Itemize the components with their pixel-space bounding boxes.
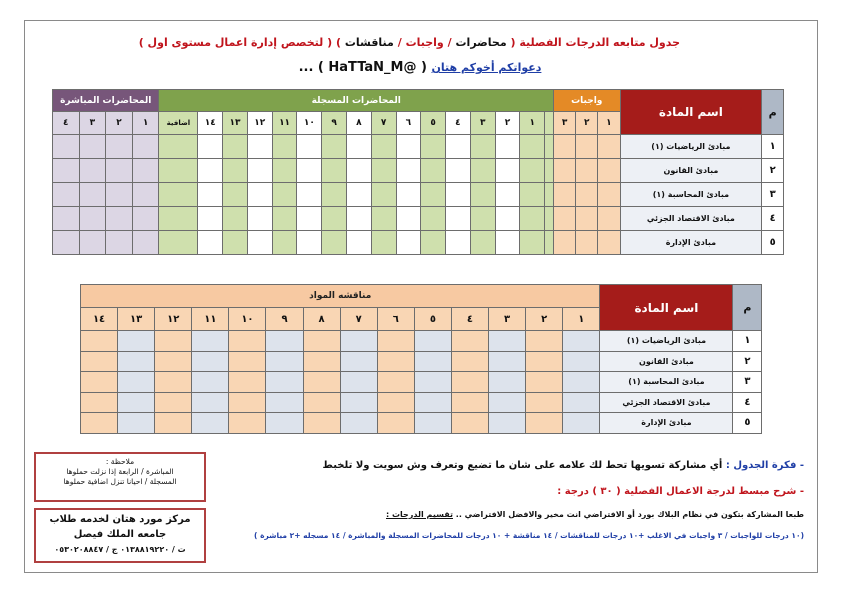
check-cell[interactable] xyxy=(489,413,526,434)
check-cell[interactable] xyxy=(223,231,248,255)
check-cell[interactable] xyxy=(421,183,446,207)
check-cell[interactable] xyxy=(396,231,421,255)
recorded-col-8: ٨ xyxy=(346,112,371,135)
center-university: جامعه الملك فيصل xyxy=(73,529,167,540)
check-cell[interactable] xyxy=(451,372,488,393)
check-cell[interactable] xyxy=(106,207,133,231)
check-cell[interactable] xyxy=(451,413,488,434)
check-cell[interactable] xyxy=(520,231,545,255)
check-cell[interactable] xyxy=(396,207,421,231)
check-cell[interactable] xyxy=(346,135,371,159)
check-cell[interactable] xyxy=(396,183,421,207)
recorded-col-9: ٩ xyxy=(322,112,347,135)
row-number: ٤ xyxy=(733,392,762,413)
notes-heading: ملاحظة : xyxy=(105,457,135,466)
check-cell[interactable] xyxy=(520,207,545,231)
check-cell[interactable] xyxy=(495,135,520,159)
recorded-col-13: ١٣ xyxy=(223,112,248,135)
check-cell[interactable] xyxy=(229,413,266,434)
recorded-col-11: ١١ xyxy=(272,112,297,135)
check-cell[interactable] xyxy=(576,183,598,207)
check-cell[interactable] xyxy=(106,135,133,159)
check-cell[interactable] xyxy=(495,231,520,255)
page-subtitle xyxy=(290,60,550,75)
check-cell[interactable] xyxy=(247,231,272,255)
check-cell[interactable] xyxy=(81,331,118,352)
subject-name: مبادئ القانون xyxy=(620,159,762,183)
check-cell[interactable] xyxy=(576,207,598,231)
check-cell[interactable] xyxy=(520,159,545,183)
check-cell[interactable] xyxy=(340,392,377,413)
idea-label: - فكرة الجدول : xyxy=(725,460,804,471)
check-cell[interactable] xyxy=(118,351,155,372)
discussion-col-1: ١ xyxy=(563,308,600,331)
check-cell[interactable] xyxy=(198,207,223,231)
check-cell[interactable] xyxy=(132,231,159,255)
row-number: ٥ xyxy=(762,231,784,255)
check-cell[interactable] xyxy=(303,413,340,434)
check-cell[interactable] xyxy=(81,372,118,393)
table-row xyxy=(53,183,784,207)
check-cell[interactable] xyxy=(414,351,451,372)
recorded-col-12: ١٢ xyxy=(247,112,272,135)
check-cell[interactable] xyxy=(598,183,620,207)
check-cell[interactable] xyxy=(297,231,322,255)
check-cell[interactable] xyxy=(247,207,272,231)
check-cell[interactable] xyxy=(545,135,554,159)
check-cell[interactable] xyxy=(414,331,451,352)
check-cell[interactable] xyxy=(132,135,159,159)
author-link[interactable]: دعواتكم أخوكم هتان xyxy=(431,61,542,74)
check-cell[interactable] xyxy=(346,207,371,231)
subject-header-2: اسم المادة xyxy=(600,285,733,331)
check-cell[interactable] xyxy=(223,159,248,183)
check-cell[interactable] xyxy=(159,135,198,159)
check-cell[interactable] xyxy=(247,135,272,159)
discussion-col-8: ٨ xyxy=(303,308,340,331)
check-cell[interactable] xyxy=(470,207,495,231)
live-lectures-header: المحاضرات المباشرة xyxy=(53,90,159,112)
check-cell[interactable] xyxy=(340,413,377,434)
check-cell[interactable] xyxy=(118,413,155,434)
check-cell[interactable] xyxy=(155,392,192,413)
check-cell[interactable] xyxy=(297,183,322,207)
discussions-header: مناقشه المواد xyxy=(81,285,600,308)
check-cell[interactable] xyxy=(159,231,198,255)
check-cell[interactable] xyxy=(371,159,396,183)
subject-name: مبادئ الإدارة xyxy=(600,413,733,434)
subject-name: مبادئ القانون xyxy=(600,351,733,372)
recorded-col-6: ٦ xyxy=(396,112,421,135)
recorded-col-1: ١ xyxy=(520,112,545,135)
title-prefix: جدول متابعه الدرجات الفصلية xyxy=(519,36,680,49)
check-cell[interactable] xyxy=(223,183,248,207)
check-cell[interactable] xyxy=(155,331,192,352)
check-cell[interactable] xyxy=(446,135,471,159)
check-cell[interactable] xyxy=(576,135,598,159)
check-cell[interactable] xyxy=(553,135,575,159)
subject-name: مبادئ الإدارة xyxy=(620,231,762,255)
recorded-lectures-header: المحاضرات المسجلة xyxy=(159,90,554,112)
discussion-col-13: ١٣ xyxy=(118,308,155,331)
check-cell[interactable] xyxy=(303,392,340,413)
check-cell[interactable] xyxy=(297,207,322,231)
discussions-table xyxy=(80,284,762,434)
check-cell[interactable] xyxy=(414,392,451,413)
check-cell[interactable] xyxy=(159,207,198,231)
check-cell[interactable] xyxy=(495,159,520,183)
check-cell[interactable] xyxy=(198,135,223,159)
check-cell[interactable] xyxy=(377,331,414,352)
check-cell[interactable] xyxy=(198,159,223,183)
check-cell[interactable] xyxy=(266,413,303,434)
check-cell[interactable] xyxy=(247,183,272,207)
live-col-2: ٢ xyxy=(106,112,133,135)
check-cell[interactable] xyxy=(272,135,297,159)
title-discussions: مناقشات xyxy=(344,36,394,49)
check-cell[interactable] xyxy=(79,159,106,183)
check-cell[interactable] xyxy=(446,183,471,207)
check-cell[interactable] xyxy=(446,159,471,183)
table-row xyxy=(81,372,762,393)
check-cell[interactable] xyxy=(598,135,620,159)
check-cell[interactable] xyxy=(266,372,303,393)
recorded-col-extra: اضافية xyxy=(159,112,198,135)
check-cell[interactable] xyxy=(79,231,106,255)
check-cell[interactable] xyxy=(340,372,377,393)
check-cell[interactable] xyxy=(563,392,600,413)
check-cell[interactable] xyxy=(526,392,563,413)
check-cell[interactable] xyxy=(155,372,192,393)
check-cell[interactable] xyxy=(553,183,575,207)
explain-line xyxy=(224,510,804,519)
check-cell[interactable] xyxy=(520,183,545,207)
homework-col-2: ٢ xyxy=(576,112,598,135)
check-cell[interactable] xyxy=(340,331,377,352)
check-cell[interactable] xyxy=(377,413,414,434)
homework-col-1: ١ xyxy=(598,112,620,135)
check-cell[interactable] xyxy=(451,331,488,352)
check-cell[interactable] xyxy=(545,231,554,255)
check-cell[interactable] xyxy=(266,392,303,413)
check-cell[interactable] xyxy=(229,392,266,413)
table-row xyxy=(81,413,762,434)
check-cell[interactable] xyxy=(266,331,303,352)
recorded-col-4: ٤ xyxy=(446,112,471,135)
row-number: ٣ xyxy=(762,183,784,207)
recorded-col-3: ٣ xyxy=(470,112,495,135)
check-cell[interactable] xyxy=(489,331,526,352)
check-cell[interactable] xyxy=(118,372,155,393)
notes-line-live: المباشرة / الرابعة إذا نزلت حملوها xyxy=(66,467,174,476)
check-cell[interactable] xyxy=(272,159,297,183)
check-cell[interactable] xyxy=(322,135,347,159)
notes-line-recorded: المسجلة / احيانا تنزل اضافية حملوها xyxy=(63,477,177,486)
check-cell[interactable] xyxy=(470,231,495,255)
discussion-col-10: ١٠ xyxy=(229,308,266,331)
check-cell[interactable] xyxy=(553,159,575,183)
row-number: ٤ xyxy=(762,207,784,231)
subject-name: مبادئ المحاسبة (١) xyxy=(600,372,733,393)
author-handle: ( @HaTTaN_M ) ... xyxy=(298,60,427,75)
check-cell[interactable] xyxy=(520,135,545,159)
subject-name: مبادئ الرياضيات (١) xyxy=(600,331,733,352)
check-cell[interactable] xyxy=(79,183,106,207)
discussion-col-4: ٤ xyxy=(451,308,488,331)
check-cell[interactable] xyxy=(192,413,229,434)
check-cell[interactable] xyxy=(598,207,620,231)
check-cell[interactable] xyxy=(553,231,575,255)
check-cell[interactable] xyxy=(53,231,80,255)
explain-breakdown: تقسيم الدرجات : xyxy=(386,510,453,519)
check-cell[interactable] xyxy=(489,392,526,413)
discussion-col-2: ٢ xyxy=(526,308,563,331)
recorded-col-2: ٢ xyxy=(495,112,520,135)
table-row xyxy=(81,351,762,372)
check-cell[interactable] xyxy=(340,351,377,372)
check-cell[interactable] xyxy=(563,331,600,352)
row-number: ١ xyxy=(733,331,762,352)
recorded-spacer xyxy=(545,112,554,135)
check-cell[interactable] xyxy=(598,159,620,183)
idea-line xyxy=(224,460,804,471)
row-number: ١ xyxy=(762,135,784,159)
check-cell[interactable] xyxy=(526,413,563,434)
check-cell[interactable] xyxy=(155,351,192,372)
check-cell[interactable] xyxy=(118,331,155,352)
check-cell[interactable] xyxy=(198,183,223,207)
live-col-4: ٤ xyxy=(53,112,80,135)
check-cell[interactable] xyxy=(79,207,106,231)
subject-header: اسم المادة xyxy=(620,90,762,135)
check-cell[interactable] xyxy=(106,231,133,255)
recorded-col-7: ٧ xyxy=(371,112,396,135)
check-cell[interactable] xyxy=(346,231,371,255)
check-cell[interactable] xyxy=(563,413,600,434)
check-cell[interactable] xyxy=(526,372,563,393)
discussion-col-11: ١١ xyxy=(192,308,229,331)
check-cell[interactable] xyxy=(192,351,229,372)
row-number: ٢ xyxy=(733,351,762,372)
check-cell[interactable] xyxy=(53,207,80,231)
discussion-col-9: ٩ xyxy=(266,308,303,331)
check-cell[interactable] xyxy=(346,159,371,183)
check-cell[interactable] xyxy=(576,231,598,255)
check-cell[interactable] xyxy=(371,207,396,231)
table-row xyxy=(53,135,784,159)
row-number: ٣ xyxy=(733,372,762,393)
check-cell[interactable] xyxy=(159,159,198,183)
check-cell[interactable] xyxy=(159,183,198,207)
check-cell[interactable] xyxy=(192,331,229,352)
check-cell[interactable] xyxy=(79,135,106,159)
check-cell[interactable] xyxy=(322,159,347,183)
check-cell[interactable] xyxy=(545,207,554,231)
check-cell[interactable] xyxy=(377,392,414,413)
check-cell[interactable] xyxy=(322,207,347,231)
check-cell[interactable] xyxy=(53,135,80,159)
check-cell[interactable] xyxy=(81,413,118,434)
check-cell[interactable] xyxy=(451,351,488,372)
check-cell[interactable] xyxy=(495,207,520,231)
subject-name: مبادئ الاقتصاد الجزئي xyxy=(620,207,762,231)
check-cell[interactable] xyxy=(53,183,80,207)
recorded-col-10: ١٠ xyxy=(297,112,322,135)
check-cell[interactable] xyxy=(229,351,266,372)
check-cell[interactable] xyxy=(155,413,192,434)
live-col-3: ٣ xyxy=(79,112,106,135)
table-row xyxy=(81,392,762,413)
check-cell[interactable] xyxy=(489,372,526,393)
discussion-col-14: ١٤ xyxy=(81,308,118,331)
discussion-col-12: ١٢ xyxy=(155,308,192,331)
row-number: ٢ xyxy=(762,159,784,183)
subject-name: مبادئ المحاسبة (١) xyxy=(620,183,762,207)
check-cell[interactable] xyxy=(414,372,451,393)
title-homework: واجبات xyxy=(405,36,444,49)
check-cell[interactable] xyxy=(470,159,495,183)
center-name: مركز مورد هتان لخدمه طلاب xyxy=(49,514,191,525)
check-cell[interactable] xyxy=(297,135,322,159)
discussion-col-7: ٧ xyxy=(340,308,377,331)
check-cell[interactable] xyxy=(81,392,118,413)
number-header-2: م xyxy=(733,285,762,331)
check-cell[interactable] xyxy=(371,231,396,255)
check-cell[interactable] xyxy=(446,231,471,255)
check-cell[interactable] xyxy=(303,372,340,393)
homework-header: واجبات xyxy=(553,90,620,112)
recorded-col-14: ١٤ xyxy=(198,112,223,135)
check-cell[interactable] xyxy=(451,392,488,413)
explain-heading: - شرح مبسط لدرجة الاعمال الفصلية ( ٣٠ ) درجة : xyxy=(557,486,804,497)
check-cell[interactable] xyxy=(132,183,159,207)
number-header: م xyxy=(762,90,784,135)
table-row xyxy=(81,331,762,352)
check-cell[interactable] xyxy=(495,183,520,207)
check-cell[interactable] xyxy=(446,207,471,231)
check-cell[interactable] xyxy=(470,183,495,207)
check-cell[interactable] xyxy=(106,159,133,183)
check-cell[interactable] xyxy=(421,207,446,231)
check-cell[interactable] xyxy=(371,135,396,159)
check-cell[interactable] xyxy=(470,135,495,159)
live-col-1: ١ xyxy=(132,112,159,135)
service-center-box xyxy=(34,508,206,563)
subject-name: مبادئ الرياضيات (١) xyxy=(620,135,762,159)
check-cell[interactable] xyxy=(223,207,248,231)
recorded-col-5: ٥ xyxy=(421,112,446,135)
check-cell[interactable] xyxy=(106,183,133,207)
title-suffix: ( لتخصص إدارة اعمال مستوى اول ) xyxy=(138,36,333,49)
check-cell[interactable] xyxy=(421,135,446,159)
check-cell[interactable] xyxy=(396,135,421,159)
check-cell[interactable] xyxy=(563,372,600,393)
check-cell[interactable] xyxy=(576,159,598,183)
check-cell[interactable] xyxy=(322,183,347,207)
check-cell[interactable] xyxy=(272,231,297,255)
grade-breakdown: (١٠ درجات للواجبات / ٣ واجبات في الاغلب +١٠ درجات للمناقشات / ١٤ مناقشة + ١٠ درجات للمحاضرات المسجلة والمباشرة / ١٤ مسجله +٢ مباشرة ) xyxy=(254,531,804,540)
check-cell[interactable] xyxy=(132,159,159,183)
check-cell[interactable] xyxy=(396,159,421,183)
check-cell[interactable] xyxy=(545,183,554,207)
check-cell[interactable] xyxy=(598,231,620,255)
check-cell[interactable] xyxy=(414,413,451,434)
notes-box xyxy=(34,452,206,502)
check-cell[interactable] xyxy=(223,135,248,159)
check-cell[interactable] xyxy=(545,159,554,183)
title-lectures: محاضرات xyxy=(455,36,507,49)
check-cell[interactable] xyxy=(53,159,80,183)
check-cell[interactable] xyxy=(81,351,118,372)
check-cell[interactable] xyxy=(526,351,563,372)
check-cell[interactable] xyxy=(371,183,396,207)
check-cell[interactable] xyxy=(266,351,303,372)
check-cell[interactable] xyxy=(322,231,347,255)
check-cell[interactable] xyxy=(377,351,414,372)
check-cell[interactable] xyxy=(118,392,155,413)
check-cell[interactable] xyxy=(563,351,600,372)
check-cell[interactable] xyxy=(132,207,159,231)
discussion-col-6: ٦ xyxy=(377,308,414,331)
table-row xyxy=(53,207,784,231)
check-cell[interactable] xyxy=(303,351,340,372)
row-number: ٥ xyxy=(733,413,762,434)
check-cell[interactable] xyxy=(247,159,272,183)
check-cell[interactable] xyxy=(229,372,266,393)
check-cell[interactable] xyxy=(297,159,322,183)
check-cell[interactable] xyxy=(192,392,229,413)
discussion-col-5: ٥ xyxy=(414,308,451,331)
check-cell[interactable] xyxy=(421,231,446,255)
check-cell[interactable] xyxy=(421,159,446,183)
check-cell[interactable] xyxy=(192,372,229,393)
check-cell[interactable] xyxy=(489,351,526,372)
check-cell[interactable] xyxy=(272,183,297,207)
table-row xyxy=(53,231,784,255)
center-phones: ت / ٠١٣٨٨١٩٢٢٠ ج / ٠٥٣٠٢٠٨٨٤٧ xyxy=(54,545,186,554)
check-cell[interactable] xyxy=(229,331,266,352)
check-cell[interactable] xyxy=(272,207,297,231)
subject-name: مبادئ الاقتصاد الجزئي xyxy=(600,392,733,413)
idea-text: أي مشاركة تسويها تحط لك علامه على شان ما تضيع وتعرف وش سويت ولا تلخبط xyxy=(322,460,723,471)
homework-col-3: ٣ xyxy=(553,112,575,135)
tracking-table xyxy=(52,89,784,255)
explain-text: طبعا المشاركة بتكون في نظام البلاك بورد أو الافتراضي انت مخير والافضل الافتراضي .. xyxy=(455,510,804,519)
table-row xyxy=(53,159,784,183)
check-cell[interactable] xyxy=(303,331,340,352)
check-cell[interactable] xyxy=(198,231,223,255)
discussion-col-3: ٣ xyxy=(489,308,526,331)
check-cell[interactable] xyxy=(526,331,563,352)
check-cell[interactable] xyxy=(377,372,414,393)
check-cell[interactable] xyxy=(553,207,575,231)
page-title: جدول متابعه الدرجات الفصلية ( محاضرات / واجبات / مناقشات ) ( لتخصص إدارة اعمال مستوى اول ) xyxy=(138,36,680,49)
check-cell[interactable] xyxy=(346,183,371,207)
